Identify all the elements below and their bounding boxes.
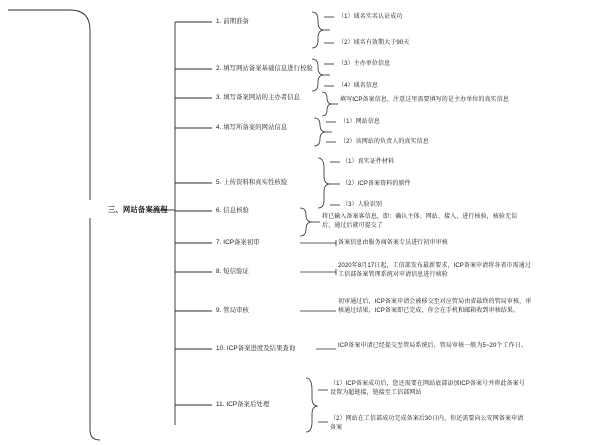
- leaf-5-1[interactable]: （1）真实证件材料: [342, 159, 395, 165]
- leaf-5-3[interactable]: （3）人脸识别: [342, 202, 383, 208]
- leaf-1-1[interactable]: （1）域名实名认证成功: [338, 14, 403, 20]
- branch-label-6[interactable]: 6. 信息核验: [216, 207, 249, 214]
- leaf-8-1[interactable]: 2020年8月17日起，工信部发布最新要求，ICP备案申请将各省市需通过工信部备案管理系统对申请信息进行核验: [338, 263, 531, 278]
- mindmap-root[interactable]: 三、网站备案流程: [108, 205, 168, 214]
- branch-label-2[interactable]: 2. 填写网站备案基础信息进行校验: [216, 65, 313, 72]
- branch-label-10[interactable]: 10. ICP备案进度及结果查询: [216, 345, 296, 352]
- branch-label-3[interactable]: 3. 填写备案网站的主办者信息: [216, 94, 301, 101]
- leaf-10-1[interactable]: ICP备案申请已经提交至管局系统后，管局审核一般为5~20个工作日。: [338, 343, 527, 349]
- branch-label-1[interactable]: 1. 前期准备: [216, 18, 249, 25]
- branch-label-5[interactable]: 5. 上传资料和真实性核验: [216, 179, 288, 186]
- leaf-7-1[interactable]: 备案信息由服务商备案专员进行初审审核: [338, 240, 448, 246]
- leaf-5-2[interactable]: （2）ICP备案资料的原件: [342, 181, 411, 187]
- leaf-1-4[interactable]: （4）域名信息: [338, 83, 379, 89]
- leaf-4-2[interactable]: （2）该网站的负责人的真实信息: [340, 139, 429, 145]
- leaf-4-1[interactable]: （1）网站信息: [340, 119, 381, 125]
- leaf-3-1[interactable]: 填写ICP备案信息，注意这里需要填写的是主办单位的真实信息: [340, 97, 509, 103]
- branch-label-8[interactable]: 8. 短信验证: [216, 268, 249, 275]
- branch-label-7[interactable]: 7. ICP备案初审: [216, 239, 260, 246]
- leaf-1-2[interactable]: （2）域名有效期大于90天: [338, 40, 410, 46]
- branch-label-11[interactable]: 11. ICP备案后处理: [216, 401, 270, 408]
- leaf-11-2[interactable]: （2）网站在工信部成功完成备案后30日内，你还需要向公安网备案申请备案: [330, 416, 524, 431]
- leaf-1-3[interactable]: （3）主办单位信息: [338, 61, 391, 67]
- leaf-11-1[interactable]: （1）ICP备案成功后，您还需要在网站底部添加ICP备案号并将此备案号设置为超链接，链接至工信部网站: [330, 381, 525, 396]
- leaf-6-1[interactable]: 将已输入备案客信息，即：确认主体、网站、接入，进行核验，核验无误后，通过后就可提交了: [322, 214, 518, 229]
- leaf-9-1[interactable]: 初审通过后，ICP备案申请会被移交至对应管局由省最终的管局审核，审核通过结果，ICP备案即已完成，你会在手机和邮箱收到审核结果。: [338, 299, 532, 314]
- branch-label-4[interactable]: 4. 填写所备案的网站信息: [216, 124, 288, 131]
- branch-label-9[interactable]: 9. 管局审核: [216, 307, 249, 314]
